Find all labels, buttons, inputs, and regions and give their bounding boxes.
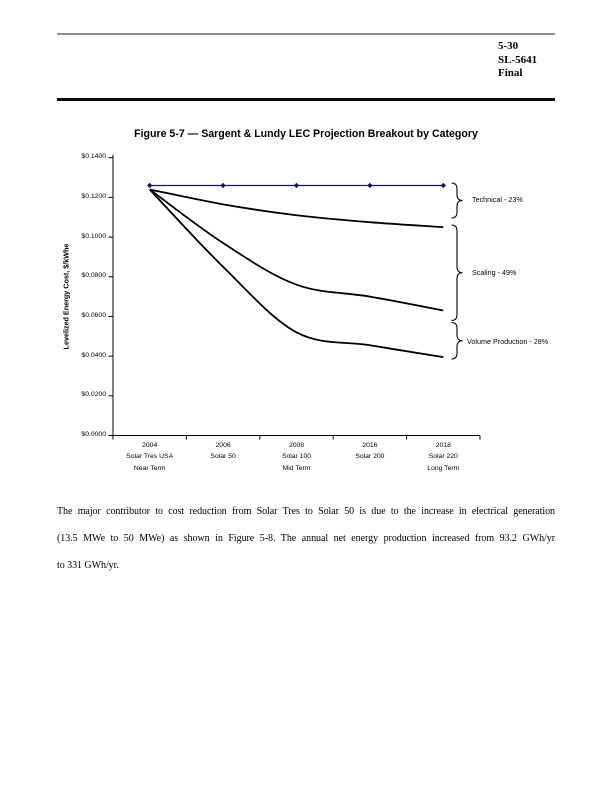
y-tick-label: $0.0000 [81,431,106,438]
y-tick-label: $0.1000 [81,232,106,240]
x-category-name: Solar 100 [281,453,312,460]
x-category-label [398,440,488,475]
document-status: Final [498,67,523,80]
x-category-year: 2016 [362,441,378,449]
y-tick-label: $0.1200 [81,192,106,200]
paragraph-line: (13.5 MWe to 50 MWe) as shown in Figure 5-8. The annual net energy production increased from 93.2 GWh/yr [57,533,555,544]
page-header [498,40,537,81]
header-top-rule [57,33,555,35]
y-tick-label: $0.1400 [81,153,106,161]
y-tick-label: $0.0400 [81,351,106,359]
x-category-term: Mid Term [282,464,311,472]
paragraph-line: The major contributor to cost reduction from Solar Tres to Solar 50 is due to the increase in electrical generation [57,506,555,517]
page-number: 5-30 [498,40,519,52]
x-category-name: Solar Tres USA [126,453,174,460]
annotation-volume-production: Volume Production - 28% [467,337,549,346]
x-category-name: Solar 50 [210,453,236,460]
y-tick-label: $0.0800 [81,272,106,280]
x-category-name: Solar 220 [428,453,458,460]
paragraph-line: to 331 GWh/yr. [57,560,119,571]
figure-title: Figure 5-7 — Sargent & Lundy LEC Projection Breakout by Category [134,128,478,140]
x-category-name: Solar 200 [355,453,385,460]
y-tick-label: $0.0200 [81,391,106,399]
document-number: SL-5641 [498,53,538,66]
annotation-technical: Technical - 23% [472,195,523,204]
annotation-scaling: Scaling - 49% [472,268,517,277]
header-bottom-rule [57,98,555,101]
body-paragraph [57,498,555,579]
x-category-year: 2004 [142,441,158,449]
y-axis-title: Levelized Energy Cost, $/kWhe [61,243,71,349]
x-category-year: 2018 [435,441,451,449]
x-category-year: 2008 [288,441,305,449]
x-category-term: Long Term [427,464,460,472]
x-category-term: Near Term [133,464,166,472]
y-tick-label: $0.0600 [81,312,106,319]
x-category-year: 2006 [215,441,231,449]
